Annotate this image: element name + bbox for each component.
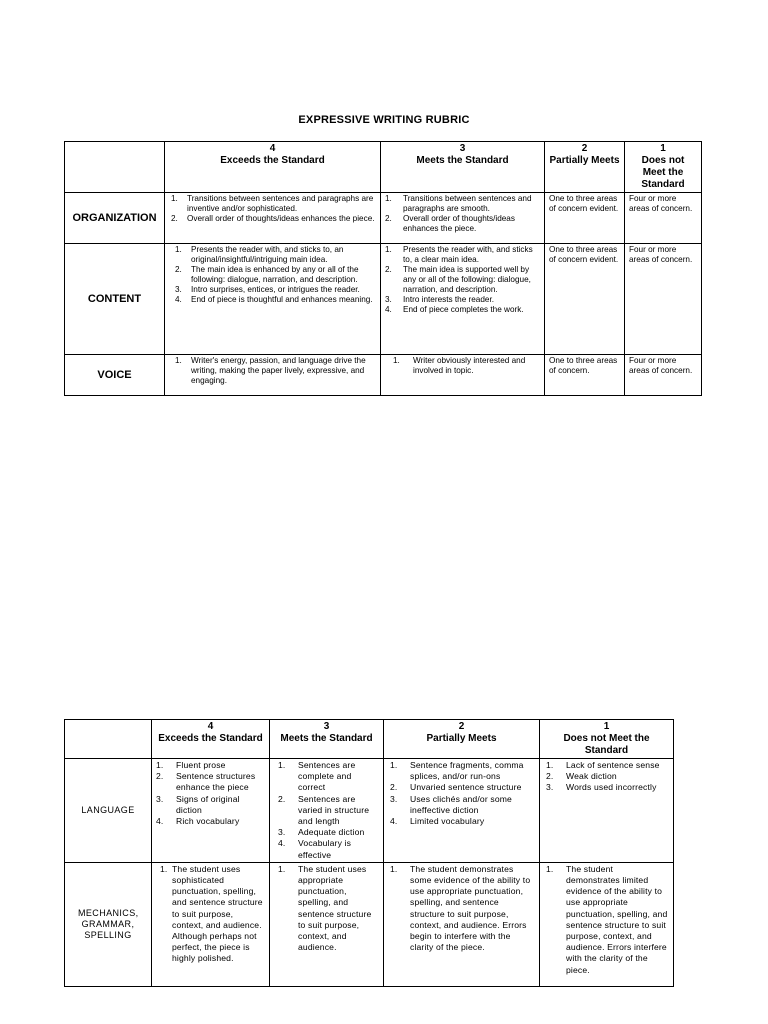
table-header-row	[65, 142, 702, 193]
list-item: 1. Fluent prose	[156, 760, 226, 770]
cell-meets	[270, 862, 384, 986]
cell-meets	[381, 355, 545, 396]
list-item: 2. Overall order of thoughts/ideas enhances the piece.	[171, 214, 375, 223]
page-title: EXPRESSIVE WRITING RUBRIC	[298, 114, 470, 126]
header-exceeds	[152, 720, 270, 759]
cell-not-meet: Four or more areas of concern.	[625, 193, 702, 244]
table-row	[65, 355, 702, 396]
list-item: 1. The student demonstrates some evidence of the ability to use appropriate punctuation, spelling, and sentence structure to suit purpose, context, and audience. Errors begin to interfere with the clarity of the piece.	[390, 863, 531, 953]
cell-not-meet: Four or more areas of concern.	[625, 244, 702, 355]
table-row	[65, 244, 702, 355]
header-label: Exceeds the Standard	[158, 733, 263, 744]
list-item: 2. Overall order of thoughts/ideas enhances the piece.	[385, 214, 515, 233]
cell-exceeds	[165, 193, 381, 244]
header-not-meet	[540, 720, 674, 759]
cell-exceeds	[152, 862, 270, 986]
row-label-mechanics	[65, 862, 152, 986]
header-partial	[545, 142, 625, 193]
header-score: 2	[581, 143, 588, 154]
list-item: 4. Rich vocabulary	[156, 816, 240, 827]
list-item: 4. End of piece is thoughtful and enhances meaning.	[175, 295, 373, 304]
list-item: 1. Transitions between sentences and paragraphs are smooth.	[385, 194, 532, 213]
cell-not-meet: Four or more areas of concern.	[625, 355, 702, 396]
header-score: 3	[323, 721, 330, 732]
table-row	[65, 759, 674, 863]
row-label-text: MECHANICS, GRAMMAR, SPELLING	[78, 907, 139, 940]
header-score: 1	[603, 721, 610, 732]
cell-partial: One to three areas of concern.	[545, 355, 625, 396]
list-item: 1. The student uses appropriate punctuation, spelling, and sentence structure to suit purpose, context, and audience.	[278, 863, 372, 953]
list-item: 1. Writer obviously interested and involved in topic.	[393, 356, 526, 375]
list-item: 1. The student uses sophisticated punctuation, spelling, and sentence structure to suit purpose, context, and audience. Although perhaps not perfect, the piece is highly polished.	[160, 863, 263, 964]
list-item: 2. Sentences are varied in structure and length	[278, 793, 370, 827]
list-item: 3. Intro surprises, entices, or intrigues the reader.	[175, 285, 360, 294]
list-item: 1. Presents the reader with, and sticks to, an original/insightful/intriguing main idea.	[175, 245, 344, 264]
list-item: 1. The student demonstrates limited evidence of the ability to use appropriate punctuation, spelling, and sentence structure to suit purpose, context, and audience. Errors interfere with the clarity of the piece.	[546, 863, 668, 975]
header-score: 4	[269, 143, 276, 154]
header-score: 4	[207, 721, 214, 732]
header-exceeds	[165, 142, 381, 193]
list-item: 3. Intro interests the reader.	[385, 295, 495, 304]
table-header-row	[65, 720, 674, 759]
list-item: 1. Sentence fragments, comma splices, and/or run-ons	[390, 760, 524, 782]
row-label-organization: ORGANIZATION	[65, 193, 165, 244]
header-not-meet	[625, 142, 702, 193]
header-score: 3	[459, 143, 466, 154]
cell-exceeds	[165, 244, 381, 355]
header-label: Does not Meet the Standard	[563, 733, 650, 756]
list-item: 2. Sentence structures enhance the piece	[156, 771, 256, 793]
header-label: Partially Meets	[549, 155, 620, 166]
header-label: Meets the Standard	[280, 733, 373, 744]
list-item: 4. End of piece completes the work.	[385, 305, 524, 314]
cell-partial	[384, 862, 540, 986]
cell-meets	[270, 759, 384, 863]
list-item: 2. The main idea is supported well by any or all of the following: dialogue, narration, and description.	[385, 265, 531, 294]
list-item: 2. Unvaried sentence structure	[390, 782, 522, 793]
list-item: 3. Uses clichés and/or some ineffective diction	[390, 793, 512, 815]
header-empty-cell	[65, 142, 165, 193]
header-label: Meets the Standard	[416, 155, 509, 166]
header-score: 1	[660, 143, 666, 154]
list-item: 1. Sentences are complete and correct	[278, 760, 356, 793]
header-empty-cell	[65, 720, 152, 759]
list-item: 2. The main idea is enhanced by any or all of the following: dialogue, narration, and description.	[175, 265, 359, 284]
rubric-table-2	[64, 719, 674, 987]
list-item: 1. Lack of sentence sense	[546, 760, 660, 770]
header-label: Does not Meet the Standard	[641, 155, 685, 190]
list-item: 1. Presents the reader with, and sticks to, a clear main idea.	[385, 245, 533, 264]
list-item: 1. Transitions between sentences and paragraphs are inventive and/or sophisticated.	[171, 194, 374, 213]
list-item: 3. Adequate diction	[278, 827, 365, 838]
header-label: Partially Meets	[426, 733, 497, 744]
header-label: Exceeds the Standard	[220, 155, 325, 166]
cell-meets	[381, 244, 545, 355]
list-item: 2. Weak diction	[546, 771, 617, 782]
cell-not-meet	[540, 759, 674, 863]
cell-exceeds	[152, 759, 270, 863]
cell-partial: One to three areas of concern evident.	[545, 193, 625, 244]
list-item: 1. Writer's energy, passion, and language drive the writing, making the paper lively, expressive, and engaging.	[175, 356, 366, 385]
list-item: 4. Limited vocabulary	[390, 816, 485, 827]
cell-exceeds	[165, 355, 381, 396]
header-partial	[384, 720, 540, 759]
cell-not-meet	[540, 862, 674, 986]
cell-partial	[384, 759, 540, 863]
header-meets	[270, 720, 384, 759]
list-item: 4. Vocabulary is effective	[278, 838, 352, 860]
row-label-voice: VOICE	[65, 355, 165, 396]
cell-partial: One to three areas of concern evident.	[545, 244, 625, 355]
table-row	[65, 862, 674, 986]
header-score: 2	[458, 721, 465, 732]
table-row	[65, 193, 702, 244]
cell-meets	[381, 193, 545, 244]
row-label-language: LANGUAGE	[65, 759, 152, 863]
list-item: 3. Signs of original diction	[156, 793, 240, 815]
list-item: 3. Words used incorrectly	[546, 782, 657, 793]
row-label-content: CONTENT	[65, 244, 165, 355]
rubric-table-1	[64, 141, 702, 396]
header-meets	[381, 142, 545, 193]
